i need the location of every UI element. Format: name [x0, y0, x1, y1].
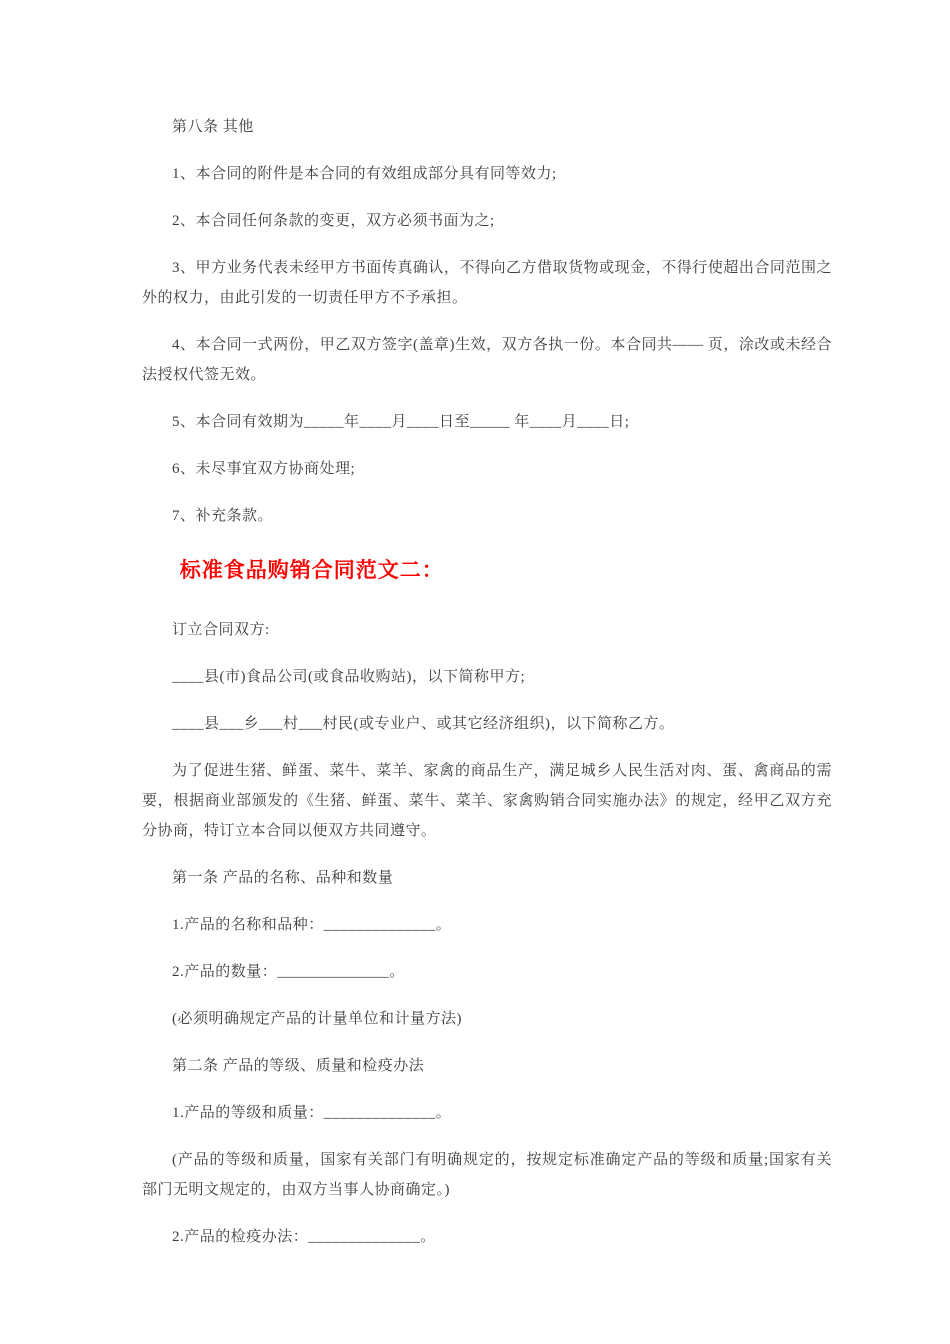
- clause-item-3: 3、甲方业务代表未经甲方书面传真确认，不得向乙方借取货物或现金，不得行使超出合同范围之外的权力，由此引发的一切责任甲方不予承担。: [142, 260, 832, 306]
- paragraph-party-b: ____县___乡___村___村民(或专业户、或其它经济组织)，以下简称乙方。: [172, 716, 675, 732]
- clause-article1-note: (必须明确规定产品的计量单位和计量方法): [172, 1011, 462, 1027]
- clause-item-6: 6、未尽事宜双方协商处理;: [172, 461, 356, 477]
- clause-item-5: 5、本合同有效期为_____年____月____日至_____ 年____月____日;: [172, 414, 630, 430]
- paragraph-party-a: ____县(市)食品公司(或食品收购站)，以下简称甲方;: [172, 669, 526, 685]
- clause-article2-item-1: 1.产品的等级和质量：______________。: [172, 1105, 452, 1121]
- clause-item-4: 4、本合同一式两份，甲乙双方签字(盖章)生效，双方各执一份。本合同共—— 页，涂改或未经合法授权代签无效。: [142, 337, 832, 383]
- clause-item-1: 1、本合同的附件是本合同的有效组成部分具有同等效力;: [172, 166, 557, 182]
- clause-heading-article2: 第二条 产品的等级、质量和检疫办法: [172, 1058, 425, 1074]
- clause-heading-article8: 第八条 其他: [172, 119, 254, 135]
- clause-item-2: 2、本合同任何条款的变更，双方必须书面为之;: [172, 213, 495, 229]
- clause-article2-note: (产品的等级和质量，国家有关部门有明确规定的，按规定标准确定产品的等级和质量;国家有关部门无明文规定的，由双方当事人协商确定。): [142, 1152, 832, 1198]
- clause-heading-article1: 第一条 产品的名称、品种和数量: [172, 870, 394, 886]
- clause-item-7: 7、补充条款。: [172, 508, 274, 524]
- clause-article1-item-2: 2.产品的数量：______________。: [172, 964, 405, 980]
- clause-article2-item-2: 2.产品的检疫办法：______________。: [172, 1229, 436, 1245]
- paragraph-parties-intro: 订立合同双方:: [172, 622, 270, 638]
- section-heading: 标准食品购销合同范文二：: [179, 558, 444, 582]
- clause-article1-item-1: 1.产品的名称和品种：______________。: [172, 917, 452, 933]
- paragraph-preamble: 为了促进生猪、鲜蛋、菜牛、菜羊、家禽的商品生产，满足城乡人民生活对肉、蛋、禽商品的需要，根据商业部颁发的《生猪、鲜蛋、菜牛、菜羊、家禽购销合同实施办法》的规定，经甲乙双方充分协商，特订立本合同以便双方共同遵守。: [142, 763, 832, 839]
